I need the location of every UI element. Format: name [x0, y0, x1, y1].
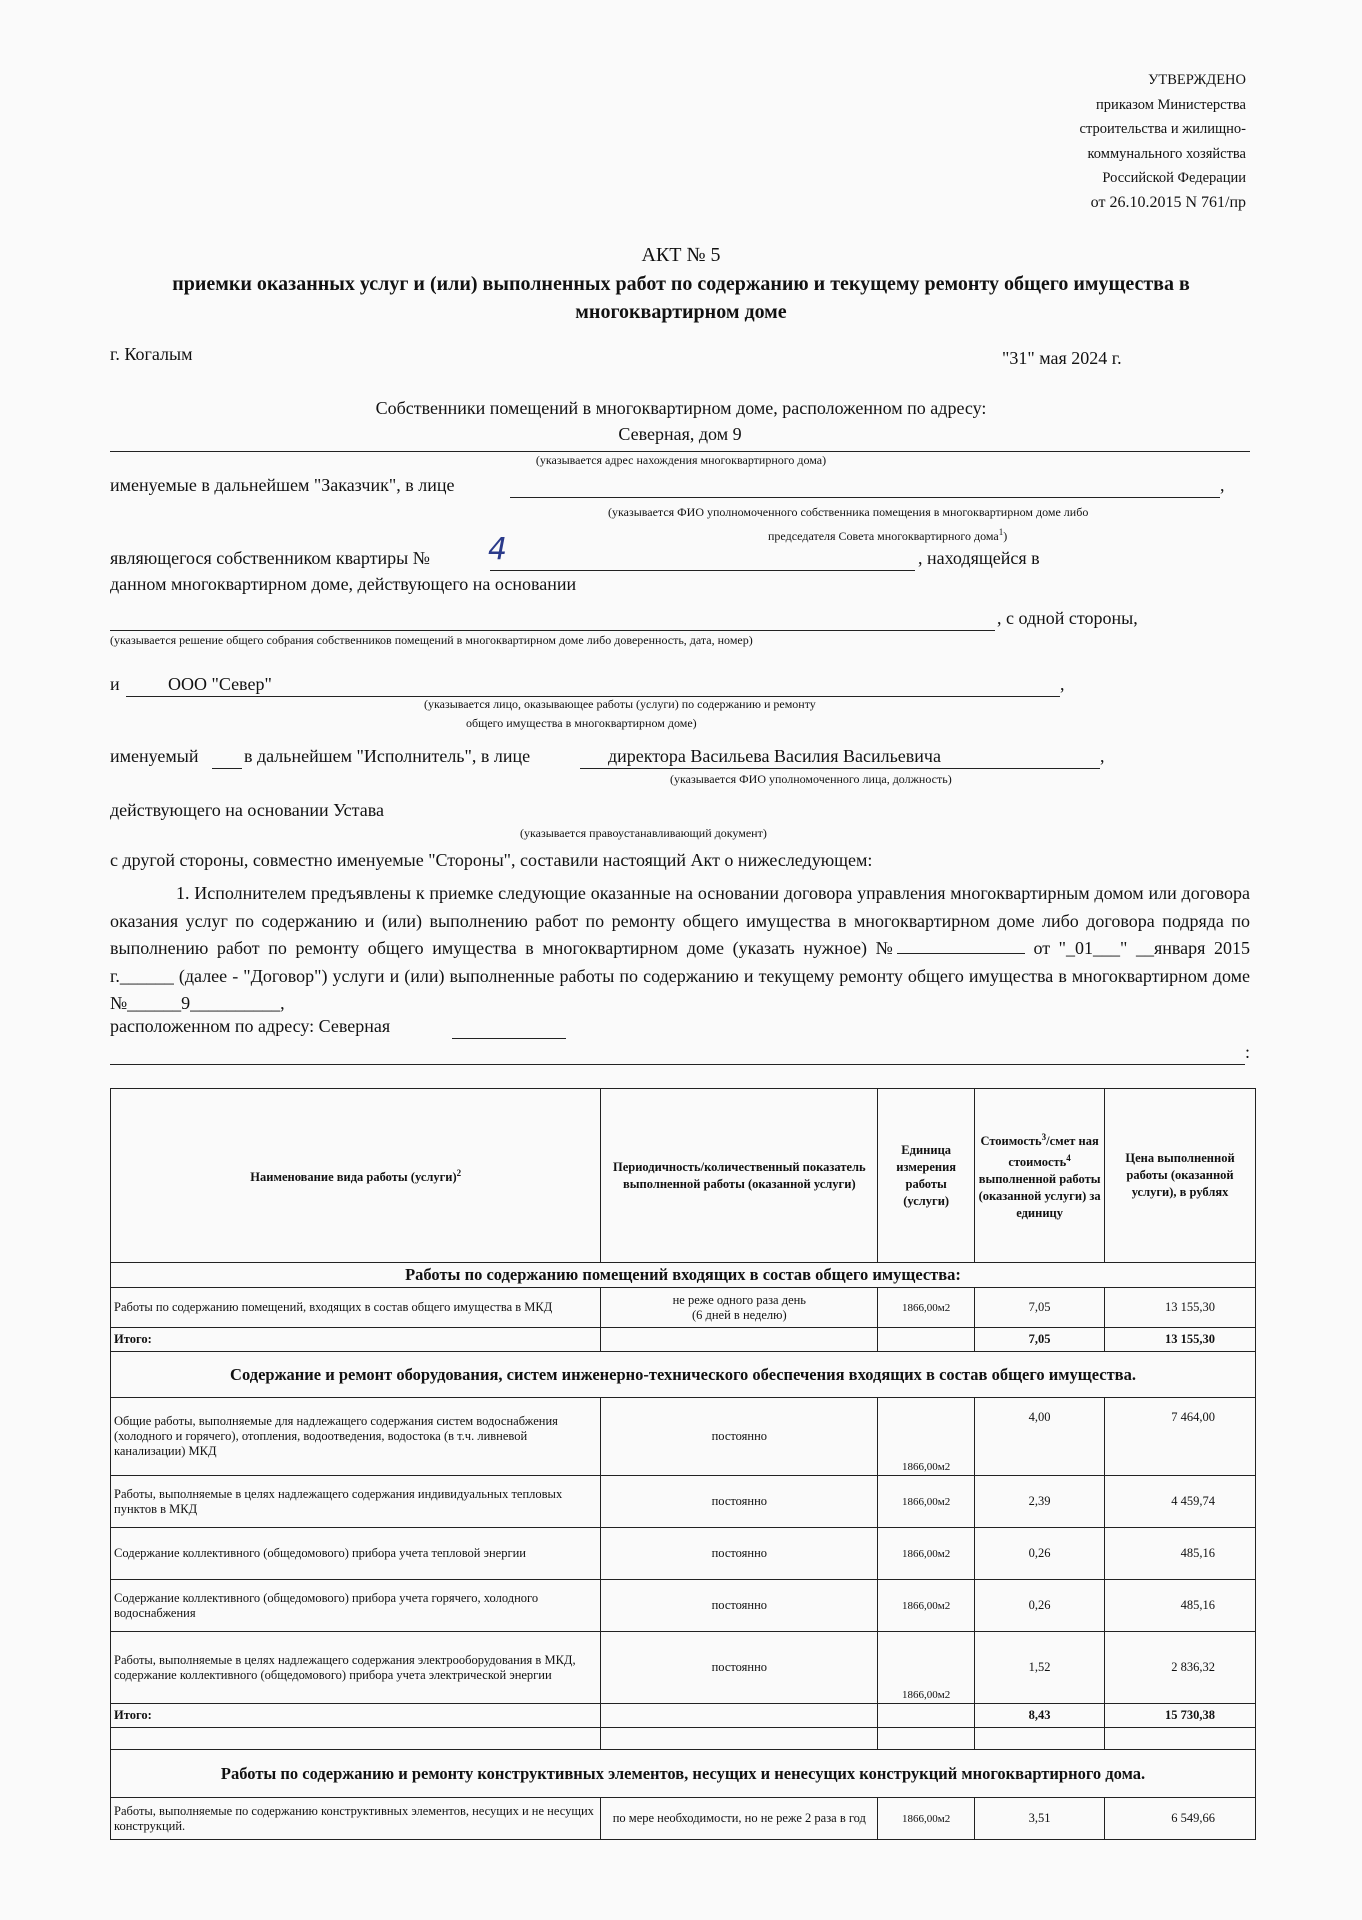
approval-line: коммунального хозяйства	[1087, 145, 1246, 162]
work-name: Работы, выполняемые в целях надлежащего содержания индивидуальных тепловых пунктов в МКД	[111, 1476, 601, 1528]
work-cost: 0,26	[975, 1528, 1105, 1580]
table-row	[111, 1580, 1256, 1632]
work-cost: 3,51	[975, 1798, 1105, 1840]
approval-line: от 26.10.2015 N 761/пр	[1090, 193, 1246, 211]
section-title-row	[111, 1352, 1256, 1398]
header-periodicity: Периодичность/количественный показатель выполненной работы (оказанной услуги)	[601, 1089, 878, 1263]
named-label: именуемый	[110, 746, 199, 766]
act-subtitle: приемки оказанных услуг и (или) выполненных работ по содержанию и текущему ремонту общего имущества в многоквартирном доме	[172, 273, 1190, 323]
total-price: 15 730,38	[1105, 1704, 1256, 1728]
approval-line: УТВЕРЖДЕНО	[1148, 72, 1246, 88]
empty-row	[111, 1728, 1256, 1750]
work-periodicity: постоянно	[601, 1528, 878, 1580]
apartment-owner-label: являющегося собственником квартиры №	[110, 548, 430, 568]
work-name: Содержание коллективного (общедомового) прибора учета тепловой энергии	[111, 1528, 601, 1580]
act-city: г. Когалым	[110, 344, 193, 364]
work-price: 485,16	[1105, 1580, 1256, 1632]
approval-line: строительства и жилищно-	[1079, 121, 1246, 137]
address-line	[110, 1042, 1245, 1065]
work-price: 6 549,66	[1105, 1798, 1256, 1840]
header-cost: Стоимость$^3$/смет ная стоимость$^4$ выполненной работы (оказанной услуги) за единицу	[975, 1089, 1105, 1263]
work-unit: 1866,00м2	[878, 1398, 975, 1476]
work-periodicity: постоянно	[601, 1632, 878, 1704]
total-price: 13 155,30	[1105, 1328, 1256, 1352]
work-name: Общие работы, выполняемые для надлежащего содержания систем водоснабжения (холодного и горячего), отопления, водоотведения, водостока (в т.ч. ливневой канализации) МКД	[111, 1398, 601, 1476]
basis-caption: (указывается решение общего собрания собственников помещений в многоквартирном доме либо доверенность, дата, номер)	[110, 633, 753, 647]
header-name: Наименование вида работы (услуги)$^2$	[111, 1089, 601, 1263]
empty-cell	[878, 1328, 975, 1352]
comma: ,	[1100, 746, 1105, 766]
comma: ,	[1220, 475, 1225, 495]
owners-address: Северная, дом 9	[110, 424, 1250, 452]
section-title: Содержание и ремонт оборудования, систем инженерно-технического обеспечения входящих в состав общего имущества.	[111, 1352, 1256, 1398]
clause-1	[110, 880, 1250, 1018]
colon: :	[1245, 1042, 1251, 1062]
basis-line	[110, 608, 995, 631]
work-cost: 7,05	[975, 1288, 1105, 1328]
acting-on-basis: данном многоквартирном доме, действующего на основании	[110, 574, 577, 594]
work-name: Работы, выполняемые в целях надлежащего содержания электрооборудования в МКД, содержание коллективного (общедомового) прибора учета электрической энергии	[111, 1632, 601, 1704]
work-cost: 4,00	[975, 1398, 1105, 1476]
empty-cell	[601, 1728, 878, 1750]
work-price: 485,16	[1105, 1528, 1256, 1580]
director-name: директора Васильева Василия Васильевича	[608, 746, 941, 766]
empty-cell	[601, 1704, 878, 1728]
work-periodicity: постоянно	[601, 1398, 878, 1476]
work-unit: 1866,00м2	[878, 1288, 975, 1328]
contractor-named: в дальнейшем "Исполнитель", в лице	[244, 746, 531, 766]
contractor-name: ООО "Север"	[168, 674, 272, 694]
approval-line: Российской Федерации	[1102, 170, 1246, 186]
located-in: , находящейся в	[918, 548, 1040, 568]
and-label: и	[110, 674, 120, 694]
empty-cell	[878, 1704, 975, 1728]
clause-1-text: 1. Исполнителем предъявлены к приемке следующие оказанные на основании договора управления многоквартирным домом или договора оказания услуг по содержанию и (или) выполнению работ по ремонту общего имущества в многоквартирном доме либо договора подряда по выполнению работ по ремонту общего имущества в многоквартирном доме (указать нужное) №	[110, 883, 1250, 958]
work-unit: 1866,00м2	[878, 1798, 975, 1840]
work-name: Работы, выполняемые по содержанию конструктивных элементов, несущих и не несущих конструкций.	[111, 1798, 601, 1840]
total-row	[111, 1704, 1256, 1728]
customer-person-line	[510, 475, 1220, 498]
person-caption-2: председателя Совета многоквартирного дома$^1$)	[768, 527, 1008, 543]
works-table	[110, 1088, 1256, 1840]
empty-cell	[975, 1728, 1105, 1750]
work-periodicity: постоянно	[601, 1476, 878, 1528]
work-unit: 1866,00м2	[878, 1580, 975, 1632]
work-name: Работы по содержанию помещений, входящих в состав общего имущества в МКД	[111, 1288, 601, 1328]
apartment-number: 4	[488, 532, 508, 567]
contractor-caption: (указывается лицо, оказывающее работы (услуги) по содержанию и ремонту	[424, 697, 816, 711]
total-label: Итого:	[111, 1328, 601, 1352]
comma: ,	[1060, 674, 1065, 694]
contractor-basis-caption: (указывается правоустанавливающий документ)	[520, 826, 767, 840]
contract-number-line	[897, 935, 1025, 954]
contractor-basis: действующего на основании Устава	[110, 800, 384, 820]
work-name: Содержание коллективного (общедомового) прибора учета горячего, холодного водоснабжения	[111, 1580, 601, 1632]
work-unit: 1866,00м2	[878, 1476, 975, 1528]
work-price: 4 459,74	[1105, 1476, 1256, 1528]
table-row	[111, 1288, 1256, 1328]
work-unit: 1866,00м2	[878, 1528, 975, 1580]
clause-1-text-2: от "_01___" __января 2015 г.______ (далее - "Договор") услуги и (или) выполненные работы по содержанию и текущему ремонту общего имущества в многоквартирном доме №______9__________,	[110, 938, 1250, 1013]
named-blank	[212, 746, 242, 769]
table-row	[111, 1798, 1256, 1840]
table-row	[111, 1632, 1256, 1704]
header-price: Цена выполненной работы (оказанной услуги), в рублях	[1105, 1089, 1256, 1263]
act-title: АКТ № 5	[641, 244, 721, 266]
empty-cell	[601, 1328, 878, 1352]
table-row	[111, 1398, 1256, 1476]
section-title-row	[111, 1750, 1256, 1798]
work-periodicity: не реже одного раза день (6 дней в неделю)	[601, 1288, 878, 1328]
other-side: с другой стороны, совместно именуемые "Стороны", составили настоящий Акт о нижеследующем:	[110, 850, 873, 870]
contractor-caption-2: общего имущества в многоквартирном доме)	[466, 716, 697, 730]
director-caption: (указывается ФИО уполномоченного лица, должность)	[670, 772, 952, 786]
table-row	[111, 1476, 1256, 1528]
work-periodicity: по мере необходимости, но не реже 2 раза в год	[601, 1798, 878, 1840]
work-price: 13 155,30	[1105, 1288, 1256, 1328]
owners-intro: Собственники помещений в многоквартирном доме, расположенном по адресу:	[375, 398, 987, 418]
total-label: Итого:	[111, 1704, 601, 1728]
section-title-row	[111, 1263, 1256, 1288]
address-caption: (указывается адрес нахождения многоквартирного дома)	[535, 453, 827, 467]
work-cost: 2,39	[975, 1476, 1105, 1528]
work-cost: 1,52	[975, 1632, 1105, 1704]
header-unit: Единица измерения работы (услуги)	[878, 1089, 975, 1263]
work-unit: 1866,00м2	[878, 1632, 975, 1704]
apartment-number-line	[490, 548, 915, 571]
section-title: Работы по содержанию помещений входящих в состав общего имущества:	[111, 1263, 1256, 1288]
customer-named: именуемые в дальнейшем "Заказчик", в лице	[110, 475, 455, 495]
table-row	[111, 1528, 1256, 1580]
one-side: , с одной стороны,	[997, 608, 1138, 628]
empty-cell	[878, 1728, 975, 1750]
approval-stamp	[1080, 68, 1246, 215]
address-label: расположенном по адресу: Северная	[110, 1016, 391, 1036]
total-cost: 7,05	[975, 1328, 1105, 1352]
act-date: "31" мая 2024 г.	[1002, 348, 1122, 368]
table-header-row	[111, 1089, 1256, 1263]
person-caption: (указывается ФИО уполномоченного собственника помещения в многоквартирном доме либо	[608, 505, 1089, 519]
total-row	[111, 1328, 1256, 1352]
work-cost: 0,26	[975, 1580, 1105, 1632]
empty-cell	[1105, 1728, 1256, 1750]
work-periodicity: постоянно	[601, 1580, 878, 1632]
address-blank	[452, 1016, 566, 1039]
approval-line: приказом Министерства	[1096, 96, 1246, 113]
work-price: 7 464,00	[1105, 1398, 1256, 1476]
empty-cell	[111, 1728, 601, 1750]
section-title: Работы по содержанию и ремонту конструктивных элементов, несущих и ненесущих конструкций многоквартирного дома.	[111, 1750, 1256, 1798]
total-cost: 8,43	[975, 1704, 1105, 1728]
work-price: 2 836,32	[1105, 1632, 1256, 1704]
